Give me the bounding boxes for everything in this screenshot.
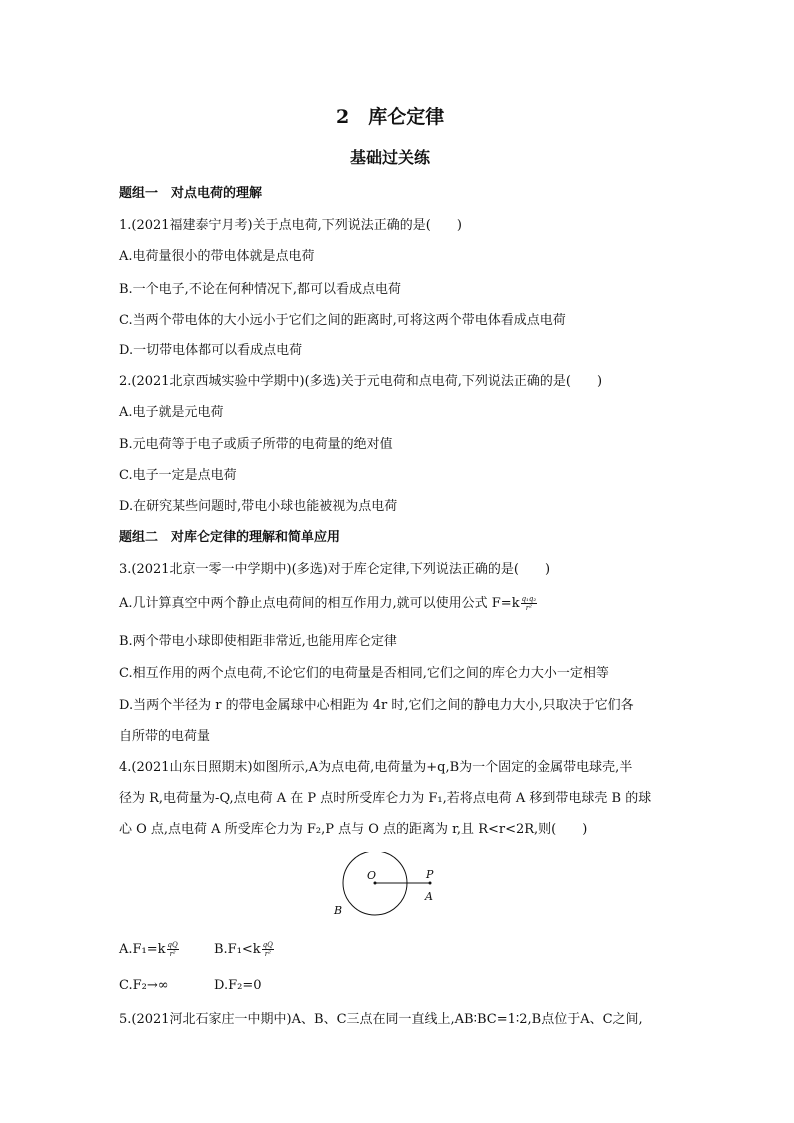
sphere-shell-figure	[325, 852, 450, 924]
option-b-text: B.F₁<k	[214, 942, 261, 957]
question-4-option-b	[214, 941, 274, 958]
section-title: 基础过关练	[350, 148, 431, 167]
question-2-stem: 2.(2021北京西城实验中学期中)(多选)关于元电荷和点电荷,下列说法正确的是( )	[119, 374, 603, 389]
label-a: A	[425, 890, 433, 903]
group-heading-2: 题组二 对库仑定律的理解和简单应用	[119, 530, 341, 545]
fraction-numerator: qQ	[262, 941, 273, 949]
question-2-option-b: B.元电荷等于电子或质子所带的电荷量的绝对值	[119, 437, 393, 452]
question-1-stem: 1.(2021福建泰宁月考)关于点电荷,下列说法正确的是( )	[119, 218, 462, 233]
question-4-line-2: 径为 R,电荷量为-Q,点电荷 A 在 P 点时所受库仑力为 F₁,若将点电荷 A 移到带电球壳 B 的球	[119, 791, 652, 806]
question-1-option-a: A.电荷量很小的带电体就是点电荷	[119, 249, 315, 264]
question-2-option-c: C.电子一定是点电荷	[119, 468, 237, 483]
fraction-denominator: r²	[525, 604, 532, 612]
group-heading-1: 题组一 对点电荷的理解	[119, 186, 263, 201]
label-o: O	[367, 869, 377, 882]
fraction-numerator: qQ	[167, 941, 178, 949]
label-p: P	[426, 868, 434, 881]
question-5-line-1: 5.(2021河北石家庄一中期中)A、B、C三点在同一直线上,AB∶BC=1∶2,B点位于A、C之间,	[119, 1012, 643, 1027]
question-3-option-b: B.两个带电小球即使相距非常近,也能用库仑定律	[119, 634, 397, 649]
page-title: 2 库仑定律	[336, 106, 445, 128]
question-4-option-a	[119, 941, 179, 958]
question-1-option-c: C.当两个带电体的大小远小于它们之间的距离时,可将这两个带电体看成点电荷	[119, 313, 566, 328]
label-b: B	[334, 904, 343, 917]
option-a-text: A.几计算真空中两个静止点电荷间的相互作用力,就可以使用公式 F=k	[119, 596, 520, 611]
question-4-line-3: 心 O 点,点电荷 A 所受库仑力为 F₂,P 点与 O 点的距离为 r,且 R<r<2R,则( )	[119, 822, 588, 837]
question-4-option-d: D.F₂=0	[214, 978, 262, 993]
question-1-option-d: D.一切带电体都可以看成点电荷	[119, 343, 303, 358]
question-3-option-c: C.相互作用的两个点电荷,不论它们的电荷量是否相同,它们之间的库仑力大小一定相等	[119, 666, 609, 681]
point-p-dot	[429, 882, 432, 885]
question-3-option-a	[119, 595, 537, 612]
fraction-denominator: r²	[264, 950, 271, 958]
option-a-text: A.F₁=k	[119, 942, 166, 957]
question-3-option-d-line1: D.当两个半径为 r 的带电金属球中心相距为 4r 时,它们之间的静电力大小,只取决于它们各	[119, 698, 634, 713]
option-b-fraction	[262, 941, 274, 958]
question-3-option-d-line2: 自所带的电荷量	[119, 729, 211, 744]
option-a-fraction	[167, 941, 179, 958]
question-1-option-b: B.一个电子,不论在何种情况下,都可以看成点电荷	[119, 282, 401, 297]
coulomb-formula-fraction	[521, 595, 538, 612]
question-3-stem: 3.(2021北京一零一中学期中)(多选)对于库仑定律,下列说法正确的是( )	[119, 562, 551, 577]
fraction-denominator: r²	[169, 950, 176, 958]
question-4-line-1: 4.(2021山东日照期末)如图所示,A为点电荷,电荷量为+q,B为一个固定的金属带电球壳,半	[119, 760, 633, 775]
question-2-option-a: A.电子就是元电荷	[119, 405, 224, 420]
question-4-option-c: C.F₂→∞	[119, 978, 169, 993]
fraction-numerator: q₁q₂	[521, 595, 537, 603]
question-2-option-d: D.在研究某些问题时,带电小球也能被视为点电荷	[119, 499, 398, 514]
